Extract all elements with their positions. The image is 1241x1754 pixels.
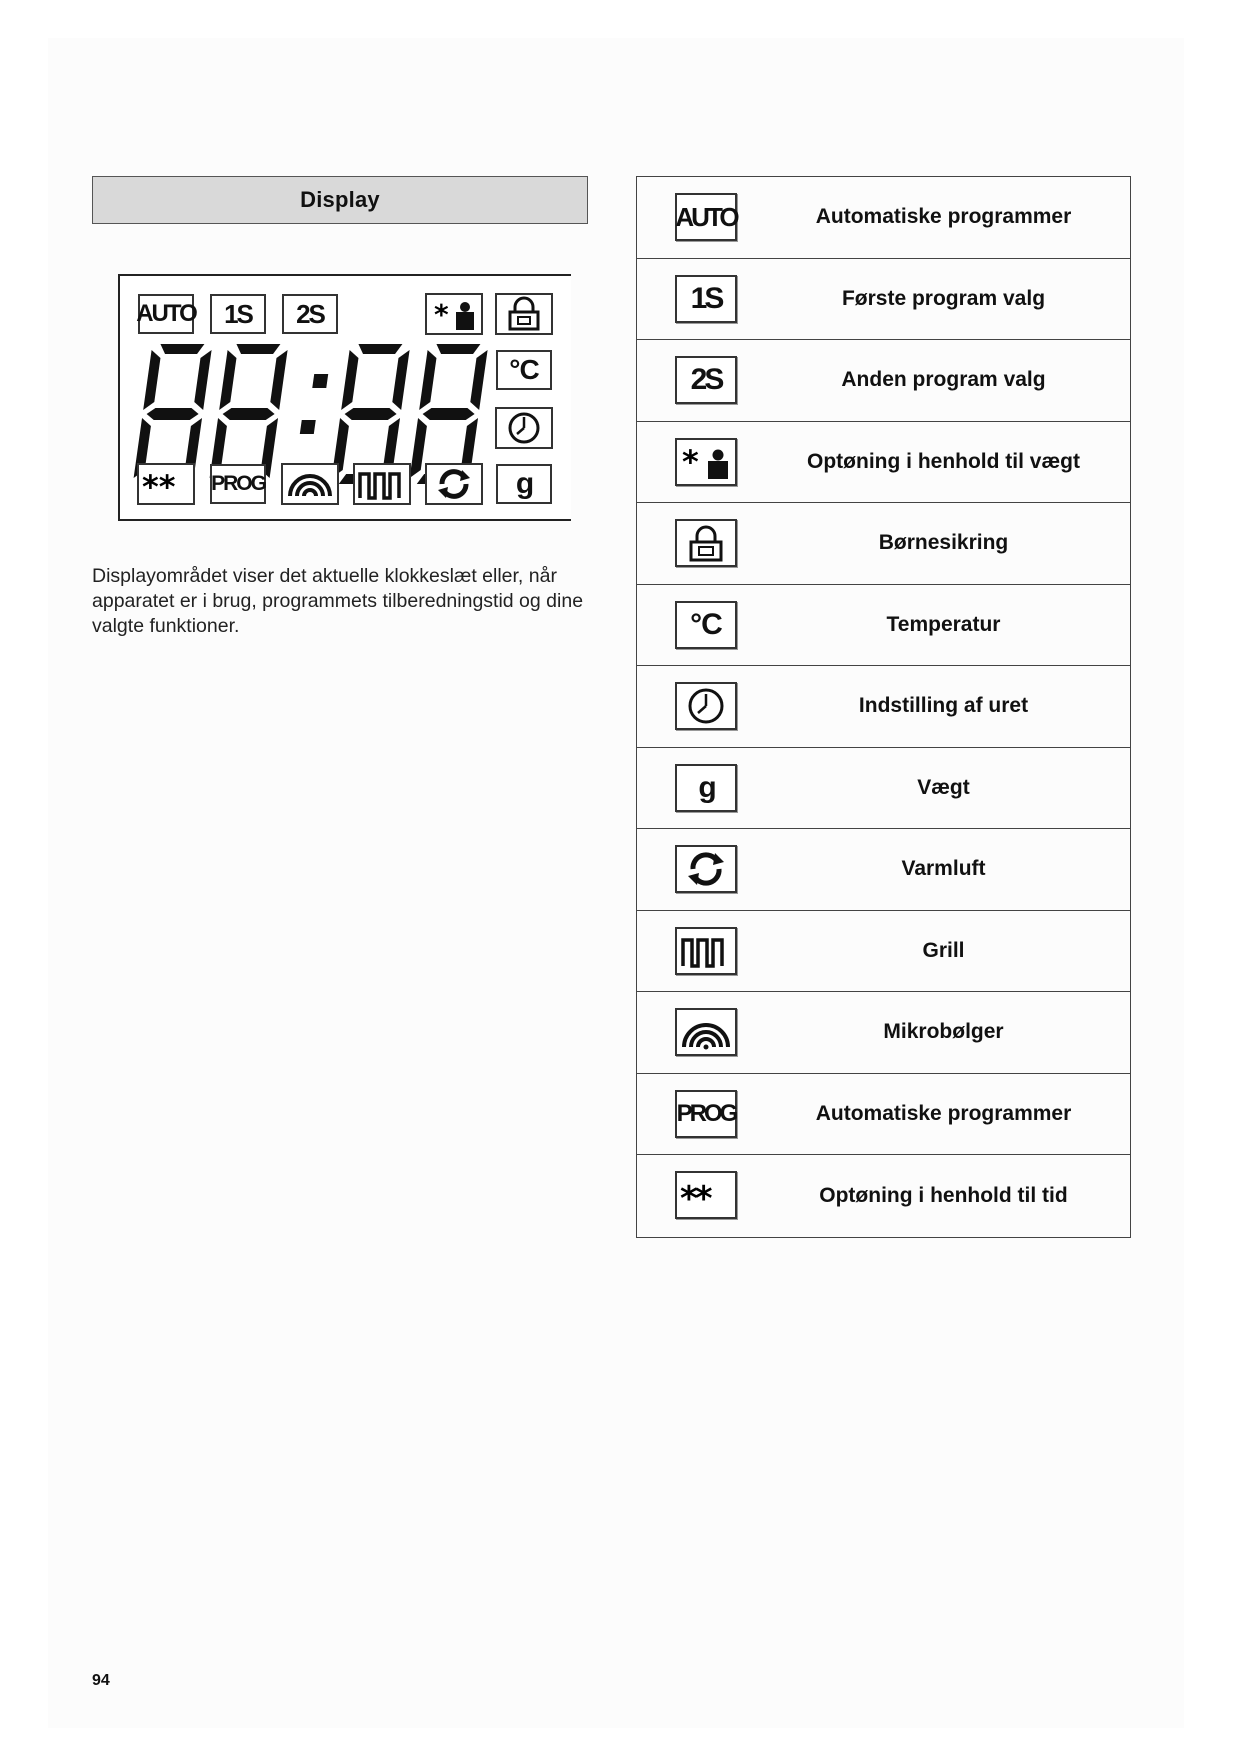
legend-label: Første program valg	[841, 286, 1046, 310]
lock-icon	[675, 519, 737, 567]
lcd-second-program-label: 2S	[282, 294, 338, 334]
defrost-weight-icon	[675, 438, 737, 486]
legend-label: Grill	[922, 938, 965, 962]
legend-row	[637, 992, 1130, 1074]
legend-row	[637, 911, 1130, 993]
legend-row	[637, 1074, 1130, 1156]
convection-icon	[675, 845, 737, 893]
lcd-lock-icon	[496, 294, 552, 334]
legend-row	[637, 829, 1130, 911]
page-number: 94	[92, 1672, 110, 1689]
clock-icon	[675, 682, 737, 730]
section-title: Display	[300, 187, 380, 212]
lcd-auto-label: AUTO	[138, 294, 194, 334]
legend-label: Børnesikring	[878, 531, 1009, 555]
legend-row	[637, 748, 1130, 830]
lcd-clock-icon	[496, 408, 552, 448]
legend-row	[637, 422, 1130, 504]
lcd-first-program-label: 1S	[210, 294, 266, 334]
svg-text:*: *	[682, 442, 696, 481]
svg-text:**: **	[142, 468, 176, 506]
legend-row	[637, 177, 1130, 259]
legend-label: Varmluft	[901, 857, 986, 881]
legend-label: Anden program valg	[841, 368, 1046, 392]
colon-bottom	[300, 420, 316, 434]
auto-icon: AUTO	[675, 193, 737, 241]
legend-label: Temperatur	[886, 612, 1001, 636]
legend-label: Vægt	[917, 775, 970, 799]
digit-2	[209, 344, 289, 484]
lcd-defrost-weight-icon	[426, 294, 482, 334]
legend-row	[637, 259, 1130, 341]
prog-icon: PROG	[675, 1090, 737, 1138]
legend-label: Automatiske programmer	[815, 205, 1072, 229]
lcd-defrost-time-icon	[138, 464, 194, 506]
colon-top	[312, 374, 328, 388]
legend-label: Mikrobølger	[883, 1020, 1004, 1044]
svg-text:*: *	[434, 298, 449, 331]
lcd-prog-label: PROG	[210, 464, 266, 504]
legend-row	[637, 1155, 1130, 1237]
microwave-icon	[675, 1008, 737, 1056]
celsius-icon: °C	[675, 601, 737, 649]
lcd-microwave-icon	[282, 464, 338, 504]
legend-label: Automatiske programmer	[815, 1101, 1072, 1125]
grill-icon	[675, 927, 737, 975]
display-description: Displayområdet viser det aktuelle klokkeslæt eller, når apparatet er i brug, programmets tilberedningstid og dine valgte funktioner.	[92, 565, 584, 637]
lcd-convection-icon	[426, 464, 482, 504]
legend-label: Optøning i henhold til tid	[819, 1183, 1068, 1207]
lcd-celsius-label: °C	[496, 350, 552, 390]
icon-legend-table	[636, 176, 1131, 1238]
lcd-weight-label: g	[496, 464, 552, 504]
legend-label: Indstilling af uret	[858, 694, 1029, 718]
second-program-icon: 2S	[675, 356, 737, 404]
legend-row	[637, 503, 1130, 585]
lcd-grill-icon	[354, 464, 410, 504]
svg-text:**: **	[680, 1179, 710, 1216]
legend-row	[637, 585, 1130, 667]
weight-icon: g	[675, 764, 737, 812]
legend-row	[637, 340, 1130, 422]
first-program-icon: 1S	[675, 275, 737, 323]
section-header	[92, 176, 588, 224]
defrost-time-icon	[675, 1171, 737, 1219]
legend-label: Optøning i henhold til vægt	[807, 449, 1080, 473]
legend-row	[637, 666, 1130, 748]
lcd-display-illustration	[118, 274, 571, 521]
